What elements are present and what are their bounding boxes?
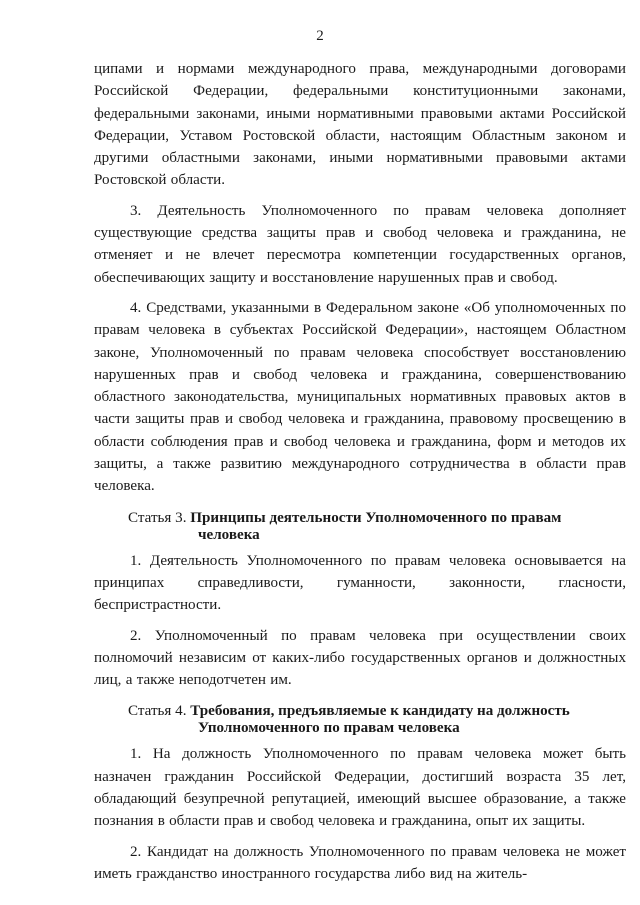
article-title: Требования, предъявляемые к кандидату на должность xyxy=(190,703,570,720)
article-label: Статья 4. xyxy=(128,703,187,720)
article-title: Принципы деятельности Уполномоченного по правам xyxy=(190,509,562,526)
paragraph-continuation: ципами и нормами международного права, международными договорами Российской Федерации, федеральными конституционными законами, федеральными законами, иными нормативными правовыми актами Российской Федерации, Уставом Ростовской области, настоящим Областным законом и другими областными законами, иными нормативными правовыми актами Ростовской области. xyxy=(94,61,626,189)
paragraph-item-4: 4. Средствами, указанными в Федеральном законе «Об уполномоченных по правам человека в субъектах Российской Федерации», настоящем Областном законе, Уполномоченный по правам человека способствует восстановлению нарушенных прав и свобод человека и гражданина, совершенствованию областного законодательства, муниципальных нормативных правовых актов в части защиты прав и свобод человека и гражданина, правовому просвещению в области соблюдения прав и свобод человека и гражданина, форм и методов их защиты, а также развитию международного сотрудничества в области прав человека. xyxy=(94,299,626,495)
paragraph-article4-item-1: 1. На должность Уполномоченного по правам человека может быть назначен гражданин Российской Федерации, достигший возраста 35 лет, обладающий безупречной репутацией, имеющий высшее образование, а также познания в области прав и свобод человека и гражданина, опыт их защиты. xyxy=(94,746,626,830)
article-4-heading xyxy=(94,703,626,737)
paragraph-item-3: 3. Деятельность Уполномоченного по правам человека дополняет существующие средства защиты прав и свобод человека и гражданина, не отменяет и не влечет пересмотра компетенции государственных органов, обеспечивающих защиту и восстановление нарушенных прав и свобод. xyxy=(94,202,626,286)
page-number: 2 xyxy=(316,28,324,44)
paragraph-article4-item-2: 2. Кандидат на должность Уполномоченного по правам человека не может иметь гражданство иностранного государства либо вид на житель- xyxy=(94,843,626,882)
article-title-continuation: Уполномоченного по правам человека xyxy=(198,720,460,737)
document-body xyxy=(94,58,626,885)
article-title-continuation: человека xyxy=(198,526,260,543)
paragraph-article3-item-1: 1. Деятельность Уполномоченного по правам человека основывается на принципах справедливости, гуманности, законности, гласности, беспристрастности. xyxy=(94,552,626,614)
paragraph-article3-item-2: 2. Уполномоченный по правам человека при осуществлении своих полномочий независим от каких-либо государственных органов и должностных лиц, а также неподотчетен им. xyxy=(94,627,626,689)
article-3-heading xyxy=(94,510,626,544)
article-label: Статья 3. xyxy=(128,509,187,526)
